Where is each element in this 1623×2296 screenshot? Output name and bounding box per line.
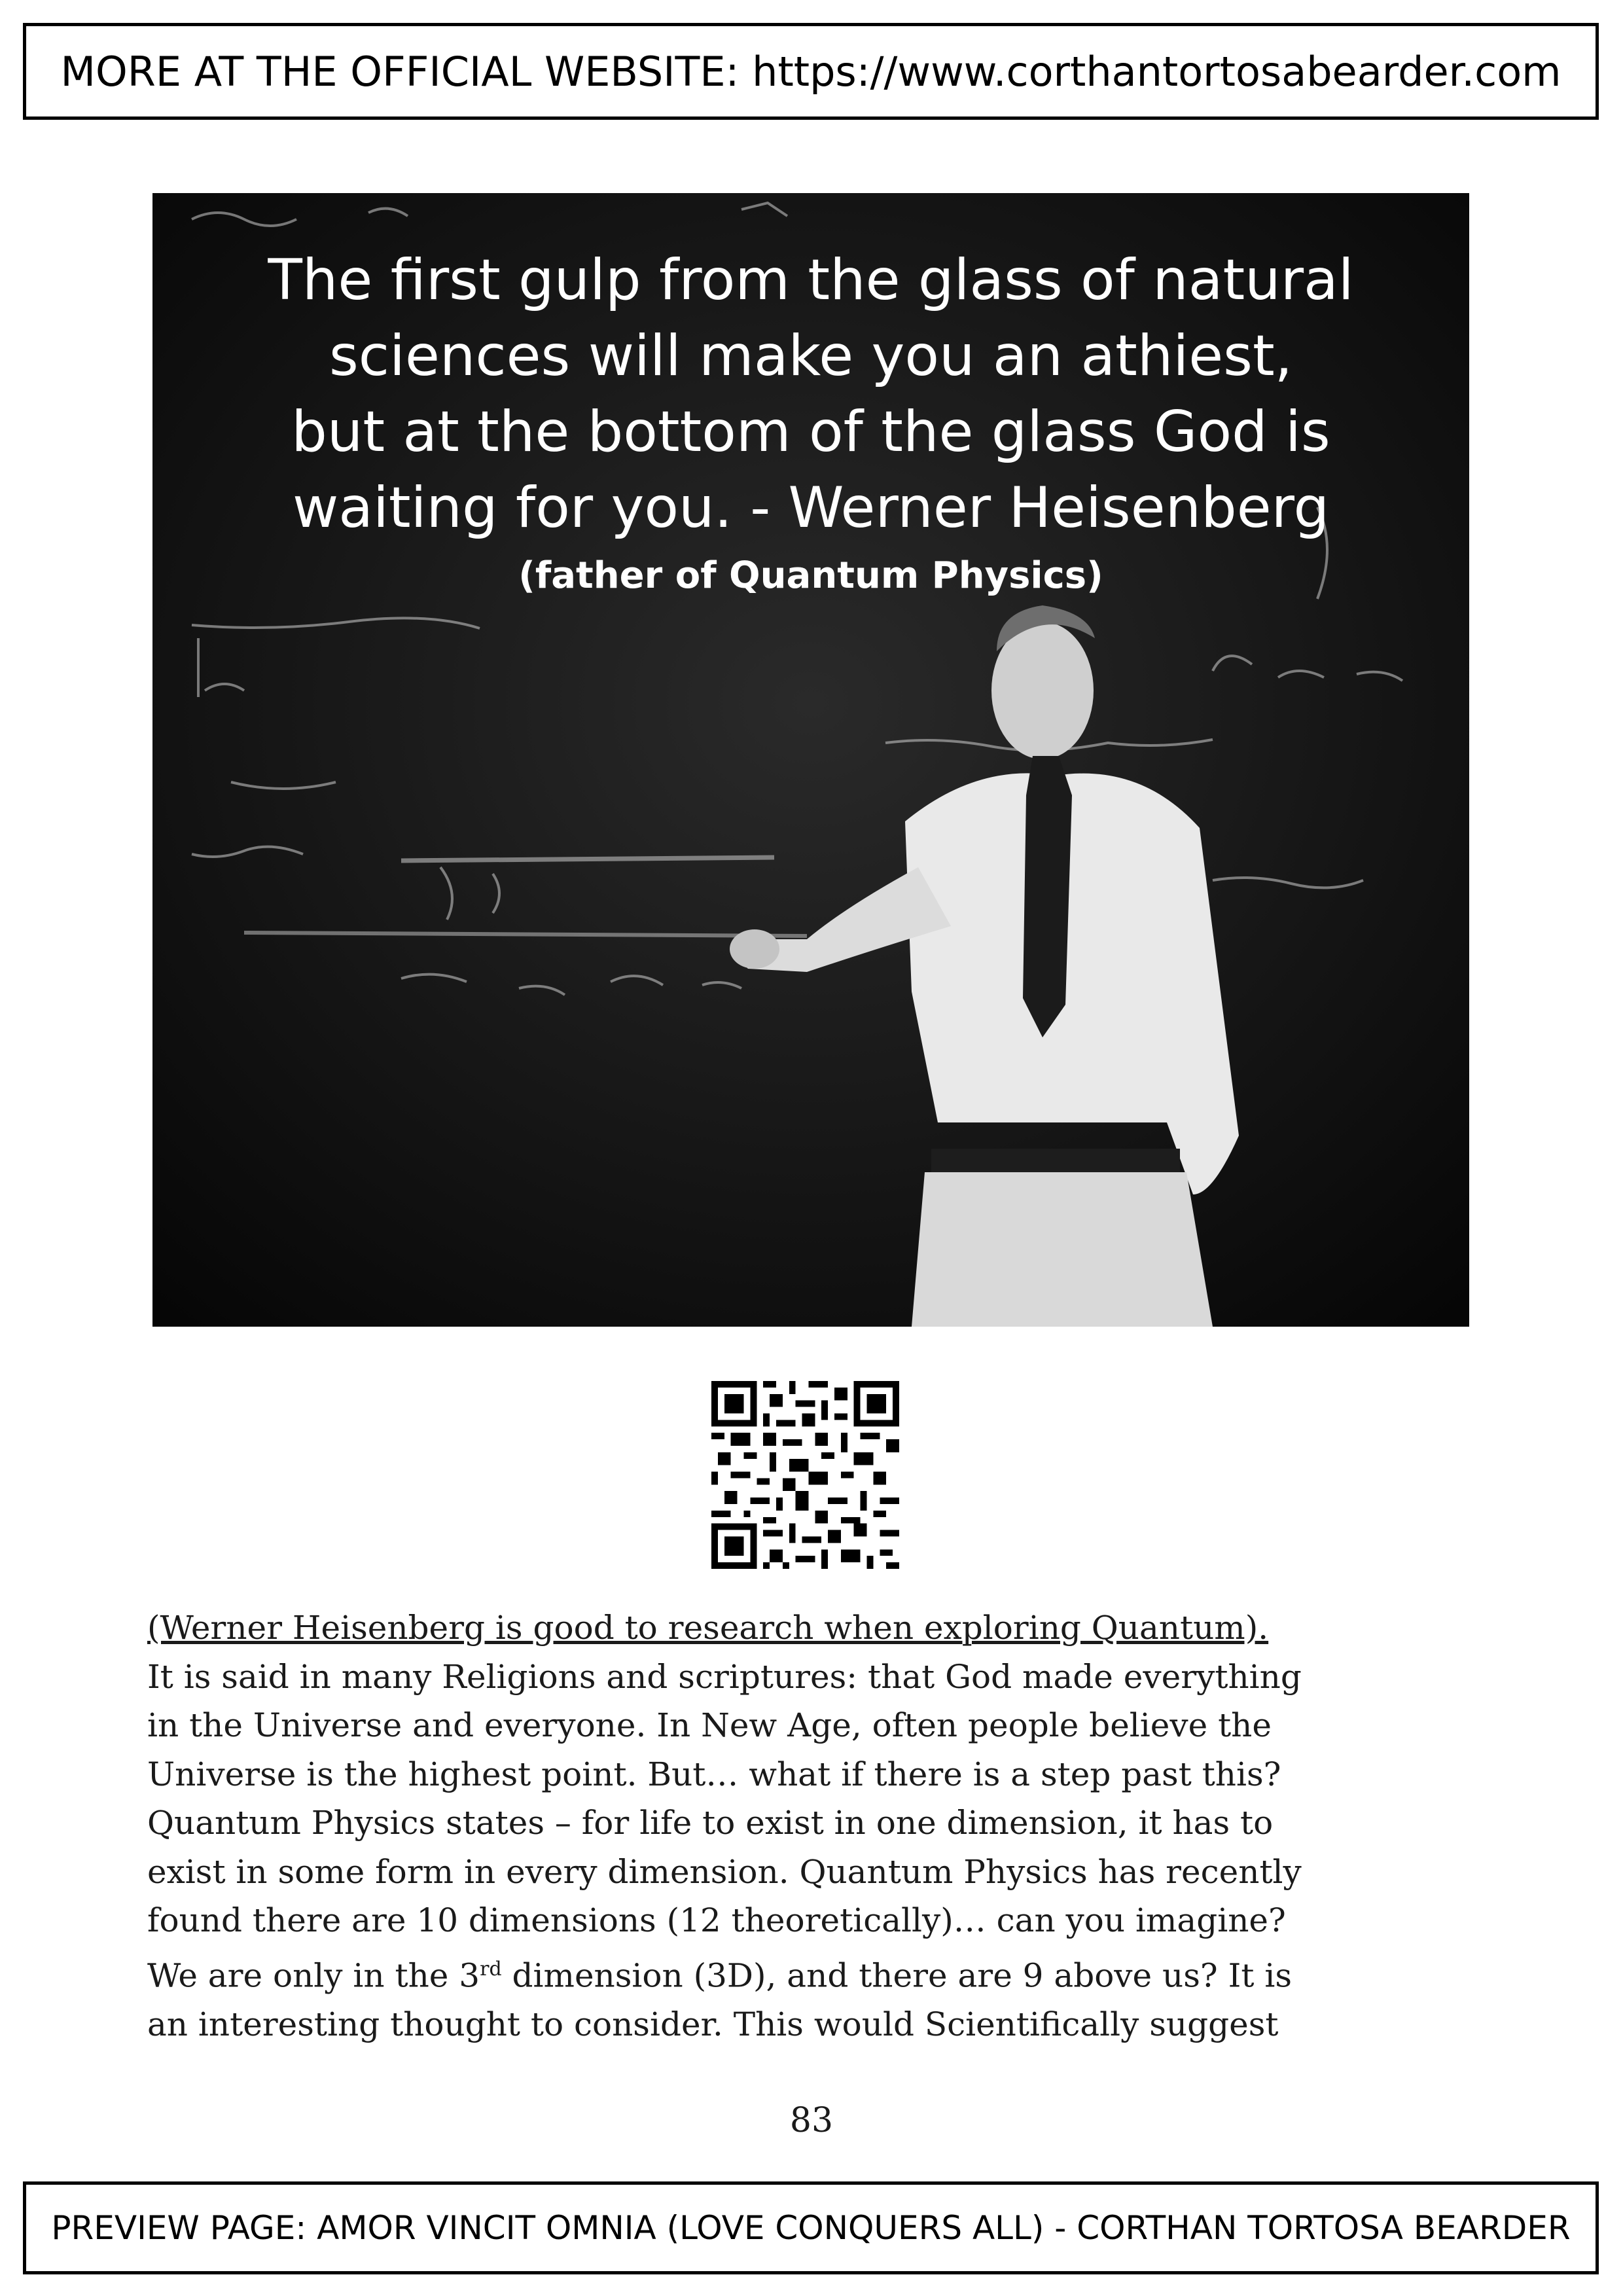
- quote-overlay: [152, 242, 1469, 602]
- body-line: It is said in many Religions and scriptures: that God made everything: [147, 1657, 1302, 1696]
- qr-code-icon[interactable]: [711, 1381, 899, 1569]
- header-banner-text: MORE AT THE OFFICIAL WEBSITE: https://www.corthantortosabearder.com: [60, 47, 1561, 96]
- dimension-text-after: dimension (3D), and there are 9 above us? It is: [501, 1956, 1292, 1995]
- footer-banner-text: PREVIEW PAGE: AMOR VINCIT OMNIA (LOVE CONQUERS ALL) - CORTHAN TORTOSA BEARDER: [51, 2209, 1571, 2247]
- body-line: found there are 10 dimensions (12 theoretically)… can you imagine?: [147, 1901, 1286, 1939]
- heisenberg-photo: [152, 193, 1469, 1327]
- body-line: Quantum Physics states – for life to exist in one dimension, it has to: [147, 1804, 1274, 1842]
- quote-line: The first gulp from the glass of natural: [268, 247, 1354, 313]
- quote-line: sciences will make you an athiest,: [329, 323, 1293, 389]
- header-banner: [23, 23, 1599, 120]
- body-text: [147, 1604, 1489, 2049]
- quote-attribution: (father of Quantum Physics): [518, 554, 1103, 597]
- body-line: Universe is the highest point. But… what if there is a step past this?: [147, 1755, 1281, 1793]
- body-heading: (Werner Heisenberg is good to research when exploring Quantum).: [147, 1609, 1269, 1647]
- body-line: in the Universe and everyone. In New Age, often people believe the: [147, 1706, 1272, 1744]
- footer-banner: [23, 2181, 1599, 2274]
- dimension-text-before: We are only in the 3: [147, 1956, 480, 1995]
- body-line-dimension: [147, 1945, 1489, 2000]
- quote-line: but at the bottom of the glass God is: [291, 399, 1330, 465]
- dimension-superscript: rd: [480, 1957, 502, 1981]
- page-number: 83: [789, 2101, 834, 2140]
- body-line: an interesting thought to consider. This would Scientifically suggest: [147, 2005, 1279, 2043]
- body-line: exist in some form in every dimension. Quantum Physics has recently: [147, 1852, 1302, 1891]
- quote-line: waiting for you. - Werner Heisenberg: [292, 475, 1330, 541]
